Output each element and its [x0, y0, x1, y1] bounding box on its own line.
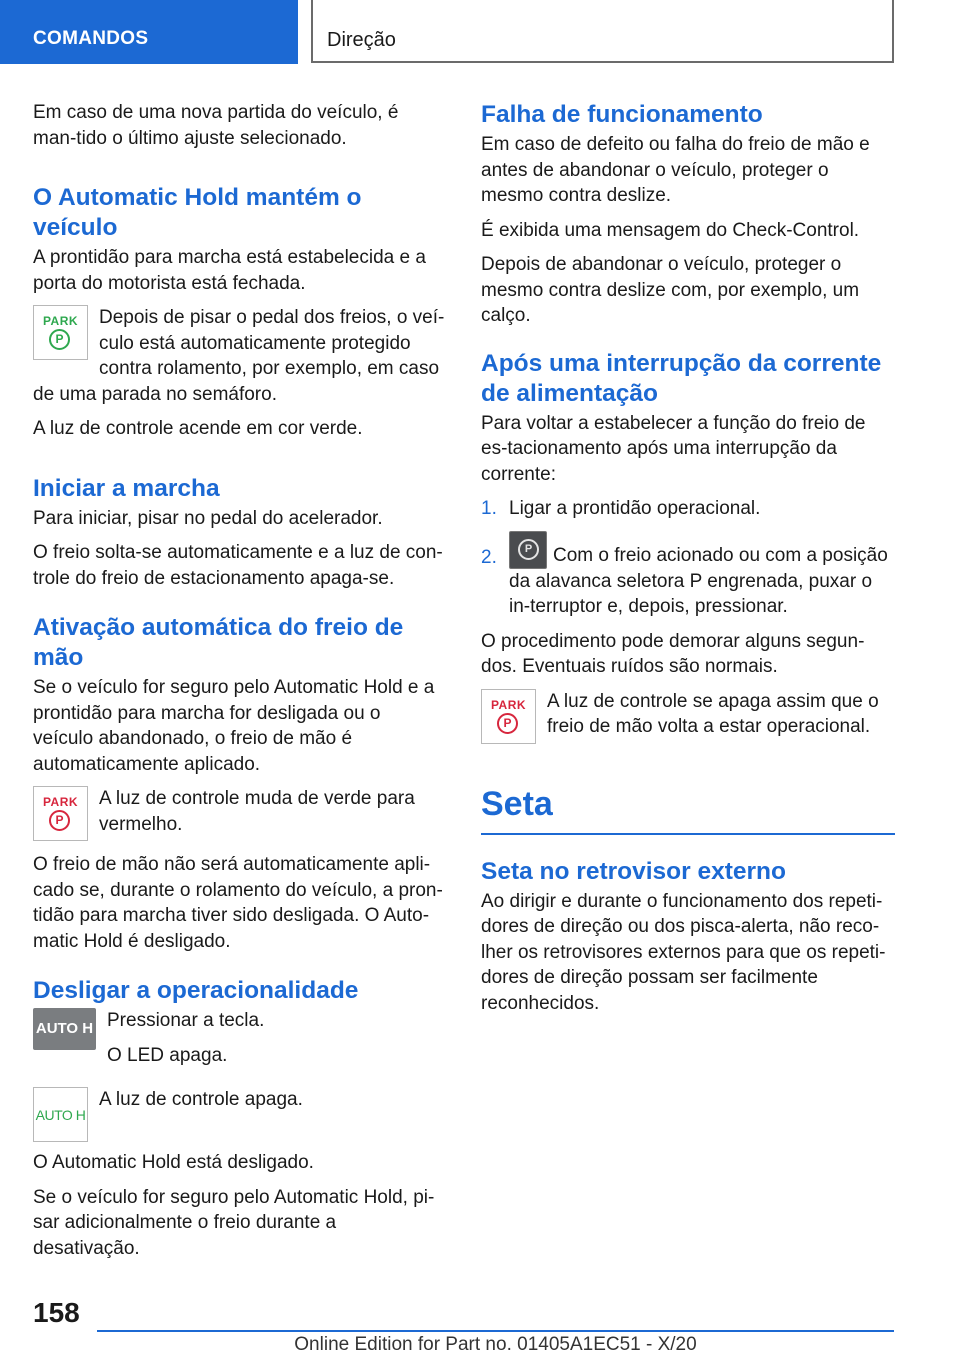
hold-paragraph-1: A prontidão para marcha está estabelecida e a porta do motorista está fechada. [33, 247, 426, 294]
section-tab [0, 0, 298, 64]
footer-rule [97, 1330, 894, 1332]
heading-seta: Seta [481, 784, 553, 823]
off-button-row [33, 1008, 445, 1077]
section-rule [481, 833, 895, 835]
off-led-row [33, 1087, 445, 1146]
heading-mirror: Seta no retrovisor externo [481, 857, 786, 885]
step-2-text: Com o freio acionado ou com a posição da alavanca seletora P engrenada, puxar o in-terruptor e, depois, pressionar. [509, 544, 888, 617]
off-paragraph-4: O Automatic Hold está desligado. [33, 1152, 314, 1173]
step-1-text: Ligar a prontidão operacional. [509, 498, 761, 519]
power-paragraph-3: A luz de controle se apaga assim que o freio de mão volta a estar operacional. [547, 690, 879, 737]
parking-brake-switch-icon: P [509, 531, 547, 569]
step-2-number: 2. [481, 546, 497, 568]
power-icon-row [481, 689, 895, 749]
park-green-icon: PARK P [33, 305, 88, 360]
heading-hold: O Automatic Hold mantém o veículo [33, 184, 362, 241]
footer-edition: Online Edition for Part no. 01405A1EC51 - X/20 [294, 1334, 697, 1355]
step-1 [481, 496, 895, 522]
heading-start: Iniciar a marcha [33, 474, 220, 502]
heading-failure: Falha de funcionamento [481, 101, 763, 128]
auto-paragraph-1: Se o veículo for seguro pelo Automatic Hold e a prontidão para marcha for desligada ou o veículo abandonado, o freio de mão é automaticamente aplicado. [33, 677, 435, 775]
step-2 [481, 531, 895, 620]
off-paragraph-1: Pressionar a tecla. [107, 1010, 265, 1031]
hold-icon-row [33, 305, 445, 416]
auto-hold-indicator-icon: AUTO H [33, 1087, 88, 1142]
fail-paragraph-3: Depois de abandonar o veículo, proteger o mesmo contra deslize com, por exemplo, um calço. [481, 254, 860, 326]
park-red-icon: PARK P [481, 689, 536, 744]
topic-header [311, 0, 894, 63]
auto-paragraph-2: A luz de controle muda de verde para vermelho. [99, 788, 415, 835]
power-paragraph-2: O procedimento pode demorar alguns segun-dos. Eventuais ruídos são normais. [481, 630, 865, 677]
right-column [481, 100, 895, 1025]
intro-paragraph: Em caso de uma nova partida do veículo, é man-tido o último ajuste selecionado. [33, 102, 399, 149]
mirror-paragraph: Ao dirigir e durante o funcionamento dos repeti-dores de direção ou dos pisca-alerta, não reco-lher os retrovisores externos para que os repeti-dores de direção possam ser facilmente reconhecidos. [481, 890, 886, 1014]
left-column [33, 100, 445, 1270]
step-1-number: 1. [481, 498, 497, 519]
auto-icon-row [33, 786, 445, 846]
off-paragraph-5: Se o veículo for seguro pelo Automatic Hold, pi-sar adicionalmente o freio durante a desativação. [33, 1186, 435, 1259]
auto-paragraph-3: O freio de mão não será automaticamente apli-cado se, durante o rolamento do veículo, a pron-tidão para marcha tiver sido desligada. O Auto-matic Hold é desligado. [33, 854, 443, 952]
heading-auto-brake: Ativação automática do freio de mão [33, 614, 404, 671]
start-paragraph-2: O freio solta-se automaticamente e a luz de con-trole do freio de estacionamento apaga-se. [33, 542, 443, 589]
heading-off: Desligar a operacionalidade [33, 977, 359, 1004]
heading-power: Após uma interrupção da corrente de alimentação [481, 349, 882, 407]
power-paragraph-1: Para voltar a estabelecer a função do freio de es-tacionamento após uma interrupção da corrente: [481, 412, 866, 485]
park-red-icon: PARK P [33, 786, 88, 841]
hold-paragraph-3: A luz de controle acende em cor verde. [33, 418, 363, 439]
topic-label: Direção [327, 29, 396, 51]
section-label: COMANDOS [33, 28, 149, 49]
fail-paragraph-2: É exibida uma mensagem do Check-Control. [481, 219, 860, 241]
off-paragraph-3: A luz de controle apaga. [99, 1089, 303, 1110]
fail-paragraph-1: Em caso de defeito ou falha do freio de mão e antes de abandonar o veículo, proteger o mesmo contra deslize. [481, 134, 870, 206]
page-number: 158 [33, 1297, 80, 1328]
off-paragraph-2: O LED apaga. [107, 1044, 228, 1066]
hold-paragraph-2: Depois de pisar o pedal dos freios, o veí-culo está automaticamente protegido contra rolamento, por exemplo, em caso de uma parada no semáforo. [33, 307, 445, 405]
auto-hold-button-icon: AUTO H [33, 1008, 96, 1050]
start-paragraph-1: Para iniciar, pisar no pedal do acelerador. [33, 507, 383, 529]
